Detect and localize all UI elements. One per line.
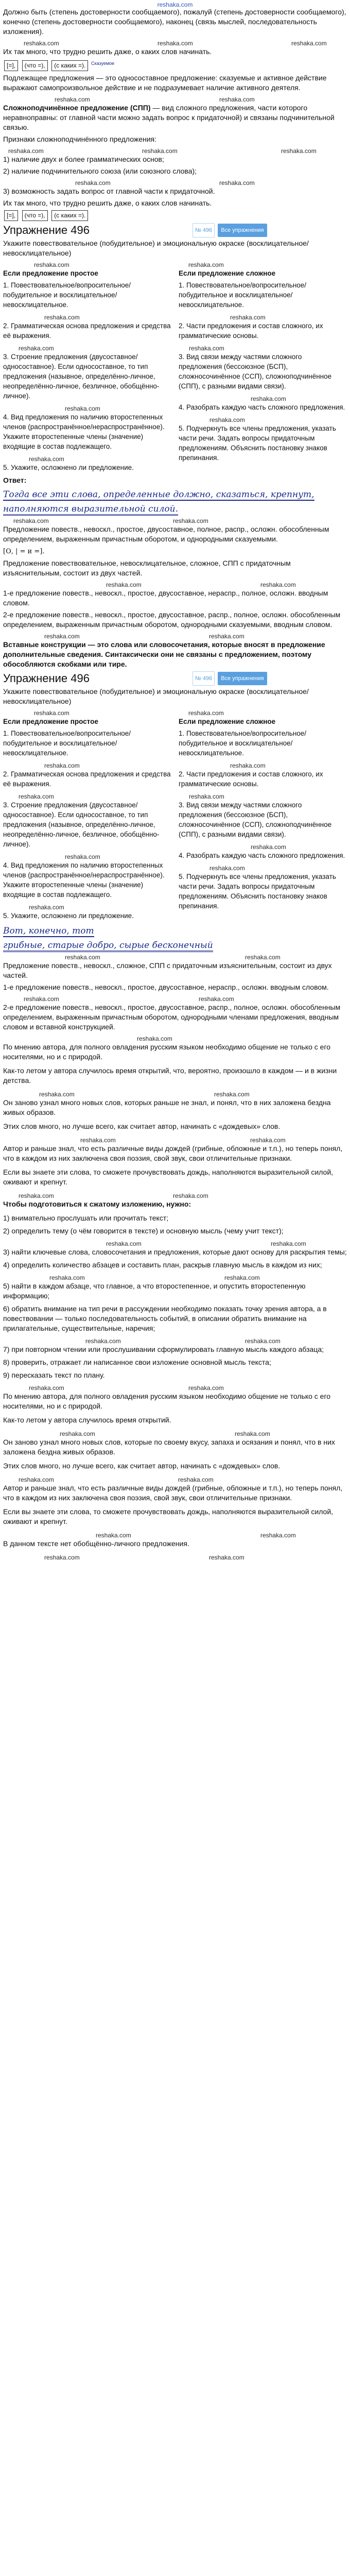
- part-analysis: 1-е предложение повеств., невоскл., простое, двусоставное, нераспр., осложн. вводным словом.: [3, 983, 329, 992]
- watermark-row: [179, 394, 347, 402]
- watermark: reshaka.com: [80, 1137, 116, 1144]
- watermark: reshaka.com: [142, 147, 178, 155]
- column-item: 4. Разобрать каждую часть сложного предложения.: [179, 403, 345, 412]
- watermark-row: [179, 313, 347, 321]
- watermark-row: [3, 708, 347, 717]
- watermark: reshaka.com: [96, 1532, 131, 1539]
- column-item: 3. Строение предложения (двусоставное/односоставное). Если односоставное, то тип предложения (назывное, определённо-личное, неопределённо-личное, безличное, обобщённо-личное).: [3, 353, 160, 400]
- analysis-text: Предложение повествовательное, невосклицательное, сложное, СПП с придаточным изъяснительным, состоит из двух частей.: [3, 559, 291, 578]
- watermark: reshaka.com: [189, 793, 224, 801]
- spp-title: Сложноподчинённое предложение (СПП): [3, 104, 151, 112]
- watermark: reshaka.com: [8, 147, 44, 155]
- watermark: reshaka.com: [224, 1274, 260, 1282]
- watermark-row: [3, 632, 347, 640]
- column-item: 3. Строение предложения (двусоставное/односоставное). Если односоставное, то тип предложения (назывное, определённо-личное, неопределённо-личное, безличное, обобщённо-личное).: [3, 801, 160, 849]
- watermark-row: [3, 1090, 347, 1098]
- scheme-formula: [О, | = и =].: [3, 548, 45, 556]
- column-item: 5. Укажите, осложнено ли предложение.: [3, 464, 134, 472]
- watermark: reshaka.com: [209, 1554, 244, 1562]
- handwritten-text: наполняются выразительной силой.: [3, 504, 178, 516]
- watermark-row: [179, 415, 347, 423]
- watermark-row: [3, 1475, 347, 1483]
- scheme-part: (с каких =).: [51, 210, 88, 221]
- column-item: 4. Вид предложения по наличию второстепенных членов (распространённое/нераспространённое). Укажите второстепенные члены (значение) входящие в состав подлежащего.: [3, 413, 165, 451]
- analysis-columns: [3, 717, 347, 924]
- watermark: reshaka.com: [55, 96, 90, 104]
- watermark: reshaka.com: [19, 1476, 54, 1484]
- watermark: reshaka.com: [260, 581, 296, 589]
- watermark: reshaka.com: [157, 40, 193, 47]
- summary-paragraph: Если вы знаете эти слова, то сможете прочувствовать дождь, наполняются выразительной силой, оживают и крепнут.: [3, 1507, 334, 1526]
- handwritten-text: Тогда все эти слова, определенные должно, сказаться, крепнут,: [3, 489, 314, 500]
- exercise-title-text: Упражнение 496: [3, 224, 90, 237]
- watermark-row: [3, 1273, 347, 1281]
- scheme-part: [=],: [4, 60, 18, 71]
- analysis-text: Предложение повеств., невоскл., сложное, СПП с придаточным изъяснительным, состоит из двух частей.: [3, 961, 332, 980]
- watermark: reshaka.com: [44, 633, 80, 640]
- watermark-row: [3, 404, 171, 412]
- column-heading: Если предложение сложное: [179, 718, 276, 726]
- scheme-part: [=],: [4, 210, 18, 221]
- spp-feature: 1) наличие двух и более грамматических основ;: [3, 155, 164, 164]
- summary-paragraph: Этих слов много, но лучше всего, как считает автор, начинать с «дождевых» слов.: [3, 1462, 281, 1470]
- column-item: 4. Вид предложения по наличию второстепенных членов (распространённое/нераспространённое). Укажите второстепенные члены (значение) входящие в состав подлежащего.: [3, 861, 165, 899]
- scheme-part: (с каких =).: [51, 60, 88, 71]
- watermark-row: [3, 146, 347, 155]
- watermark-row: [3, 761, 171, 769]
- column-heading: Если предложение простое: [3, 269, 98, 278]
- handwritten-line: [3, 924, 347, 938]
- spp-feature: 3) возможность задать вопрос от главной части к придаточной.: [3, 187, 215, 196]
- watermark-row: [3, 994, 347, 1003]
- watermark: reshaka.com: [19, 1192, 54, 1200]
- watermark: reshaka.com: [291, 40, 327, 47]
- handwritten-line: [3, 502, 347, 516]
- exercise-title-text: Упражнение 496: [3, 672, 90, 685]
- watermark: reshaka.com: [65, 954, 100, 961]
- all-exercises-button[interactable]: Все упражнения: [218, 224, 267, 237]
- spp-example: Их так много, что трудно решить даже, о каких слов начинать.: [3, 199, 212, 208]
- watermark: reshaka.com: [24, 995, 59, 1003]
- watermark-row: [3, 313, 171, 321]
- plan-step: 7) при повторном чтении или прослушивании сформулировать главную мысль каждого абзаца;: [3, 1345, 324, 1354]
- watermark: reshaka.com: [230, 762, 266, 770]
- simple-sentence-column: [3, 268, 171, 476]
- watermark: reshaka.com: [281, 147, 317, 155]
- column-item: 1. Повествовательное/вопросительное/побудительное и восклицательное/невосклицательное.: [179, 281, 307, 309]
- plan-step: 5) найти в каждом абзаце, что главное, а что второстепенное, и опустить второстепенную информацию;: [3, 1282, 306, 1300]
- essay-paragraph: Как-то летом у автора случилось время открытий, что, вероятно, произошло в каждом — и в жизни детства.: [3, 1066, 337, 1085]
- column-item: 2. Грамматическая основа предложения и средства её выражения.: [3, 322, 171, 340]
- watermark-row: [3, 1553, 347, 1561]
- intro-description: Подлежащее предложения — это односоставное предложение: сказуемые и активное действие выражают самопроизвольное действие и не подразумевает наличие активного деятеля.: [3, 74, 327, 92]
- column-item: 5. Укажите, осложнено ли предложение.: [3, 912, 134, 920]
- intro-scheme: [3, 59, 347, 71]
- watermark-row: [3, 454, 171, 463]
- spp-feature: 2) наличие подчинительного союза (или союзного слова);: [3, 167, 197, 176]
- scheme-part: (что =),: [22, 60, 48, 71]
- watermark-row: [3, 1239, 347, 1247]
- watermark: reshaka.com: [65, 405, 100, 413]
- complex-sentence-column: [179, 268, 347, 476]
- watermark: reshaka.com: [209, 865, 245, 872]
- watermark-row: [179, 842, 347, 851]
- watermark-row: [3, 1429, 347, 1437]
- watermark: reshaka.com: [230, 314, 266, 321]
- essay-paragraph: По мнению автора, для полного овладения русским языком необходимо общение не только с его носителями, но и с природой.: [3, 1043, 331, 1061]
- plan-step: 9) пересказать текст по плану.: [3, 1371, 105, 1380]
- watermark-row: [3, 178, 347, 187]
- watermark: reshaka.com: [178, 1476, 214, 1484]
- part-analysis: 1-е предложение повеств., невоскл., простое, двусоставное, нераспр., полное, осложн. вводным словом.: [3, 589, 328, 607]
- column-item: 5. Подчеркнуть все члены предложения, указать части речи. Задать вопросы придаточным предложениям. Объяснить постановку знаков препинания.: [179, 873, 336, 910]
- summary-paragraph: В данном тексте нет обобщённо-личного предложения.: [3, 1539, 189, 1548]
- watermark: reshaka.com: [199, 995, 234, 1003]
- column-item: 3. Вид связи между частями сложного предложения (бессоюзное (БСП), сложносочинённое (ССП), сложноподчинённое (СПП), с разными видами связи).: [179, 353, 332, 391]
- watermark-row: [179, 792, 347, 800]
- column-item: 3. Вид связи между частями сложного предложения (бессоюзное (БСП), сложносочинённое (ССП), сложноподчинённое (СПП), с разными видами связи).: [179, 801, 332, 839]
- all-exercises-button[interactable]: Все упражнения: [218, 672, 267, 685]
- handwritten-answer: [3, 924, 347, 953]
- watermark: reshaka.com: [106, 581, 142, 589]
- essay-paragraph: Автор и раньше знал, что есть различные виды дождей (грибные, обложные и т.п.), но теперь понял, что в каждом из них заключена своя поэзия, свой звук, свои отличительные признаки.: [3, 1144, 343, 1163]
- exercise-task: Укажите повествовательное (побудительное) и эмоциональную окраске (восклицательное/невосклицательное): [3, 687, 309, 706]
- watermark: reshaka.com: [245, 954, 281, 961]
- watermark: reshaka.com: [29, 904, 64, 911]
- exercise-number-badge[interactable]: № 496: [192, 223, 215, 238]
- plan-step: 1) внимательно прослушать или прочитать текст;: [3, 1214, 169, 1223]
- watermark-row: [3, 1191, 347, 1199]
- watermark: reshaka.com: [173, 517, 208, 525]
- watermark-row: [179, 863, 347, 872]
- watermark: reshaka.com: [65, 853, 100, 861]
- watermark-row: [3, 516, 347, 524]
- handwritten-line: [3, 487, 347, 502]
- summary-paragraph: Как-то летом у автора случилось время открытий.: [3, 1416, 171, 1425]
- column-item: 4. Разобрать каждую часть сложного предложения.: [179, 852, 345, 860]
- spp-features-title: Признаки сложноподчинённого предложения:: [3, 135, 157, 144]
- watermark-row: [3, 903, 171, 911]
- answer-label: Ответ:: [3, 476, 27, 485]
- column-item: 2. Грамматическая основа предложения и средства её выражения.: [3, 770, 171, 788]
- watermark: reshaka.com: [209, 416, 245, 424]
- watermark: reshaka.com: [188, 1384, 224, 1392]
- watermark-row: [3, 95, 347, 103]
- part-analysis: 2-е предложение повеств., невоскл., простое, двусоставное, распр., полное, осложн. обособленным определением, выраженным причастным оборотом, однородными сказуемыми, вводным словом.: [3, 611, 341, 629]
- complex-sentence-column: [179, 717, 347, 924]
- handwritten-line: [3, 938, 347, 953]
- essay-paragraph: Этих слов много, но лучше всего, как считает автор, начинать с «дождевых» слов.: [3, 1122, 281, 1131]
- part-analysis: 2-е предложение повеств., невоскл., простое, двусоставное, распр., полное, осложн. обособленным определением, выраженным причастным оборотом, однородными членами предложения, вводным словом и вставной конструкцией.: [3, 1003, 341, 1031]
- site-title[interactable]: reshaka.com: [157, 1, 193, 8]
- watermark: reshaka.com: [173, 1192, 208, 1200]
- watermark: reshaka.com: [19, 345, 54, 352]
- column-item: 5. Подчеркнуть все члены предложения, указать части речи. Задать вопросы придаточным предложениям. Объяснить постановку знаков препинания.: [179, 425, 336, 462]
- watermark: reshaka.com: [214, 1091, 250, 1098]
- handwritten-text: грибные, старые добро, сырые бесконечный: [3, 940, 213, 952]
- watermark: reshaka.com: [44, 762, 80, 770]
- summary-paragraph: Он заново узнал много новых слов, которые по своему вкусу, запаха и осязания и понял, что в них заложена бездна живых образов.: [3, 1438, 335, 1456]
- watermark: reshaka.com: [251, 395, 286, 403]
- watermark-row: [3, 260, 347, 268]
- watermark-row: [3, 1136, 347, 1144]
- exercise-title: [3, 223, 347, 238]
- insertions-title: Вставные конструкции: [3, 640, 86, 649]
- intro-text: Должно быть (степень достоверности сообщаемого), пожалуй (степень достоверности сообщаемого), конечно (степень достоверности сообщаемого), наконец (связь мыслей, последовательность изложения).: [3, 8, 346, 36]
- watermark: reshaka.com: [189, 345, 224, 352]
- watermark: reshaka.com: [219, 96, 255, 104]
- handwritten-answer: [3, 487, 347, 516]
- watermark: reshaka.com: [209, 633, 244, 640]
- column-item: 2. Части предложения и состав сложного, их грамматические основы.: [179, 322, 323, 340]
- watermark: reshaka.com: [49, 1274, 85, 1282]
- watermark: reshaka.com: [39, 1091, 75, 1098]
- watermark: reshaka.com: [34, 261, 69, 269]
- scheme-note: Сказуемое: [91, 61, 115, 66]
- watermark: reshaka.com: [251, 843, 286, 851]
- watermark: reshaka.com: [19, 793, 54, 801]
- watermark-row: [3, 1531, 347, 1539]
- watermark-row: [3, 580, 347, 588]
- analysis-columns: [3, 268, 347, 476]
- essay-paragraph: Если вы знаете эти слова, то сможете прочувствовать дождь, наполняются выразительной силой, оживают и крепнут.: [3, 1168, 334, 1187]
- watermark: reshaka.com: [245, 1337, 281, 1345]
- watermark: reshaka.com: [85, 1337, 121, 1345]
- plan-step: 8) проверить, отражает ли написанное свои изложение основной мысль текста;: [3, 1358, 271, 1367]
- watermark: reshaka.com: [235, 1430, 270, 1438]
- watermark: reshaka.com: [260, 1532, 296, 1539]
- watermark: reshaka.com: [34, 709, 69, 717]
- watermark-row: [3, 344, 171, 352]
- column-heading: Если предложение простое: [3, 718, 98, 726]
- exercise-task: Укажите повествовательное (побудительное) и эмоциональную окраске (восклицательное/невосклицательное): [3, 239, 309, 258]
- column-heading: Если предложение сложное: [179, 269, 276, 278]
- spp-definition: [3, 103, 347, 132]
- column-item: 2. Части предложения и состав сложного, их грамматические основы.: [179, 770, 323, 788]
- summary-paragraph: Автор и раньше знал, что есть различные виды дождей (грибные, обложные и т.п.), но теперь понял, что в каждом из них заключена своя поэзия, свой звук, свои отличительные признаки.: [3, 1484, 343, 1502]
- plan-step: 3) найти ключевые слова, словосочетания и предложения, которые дают основу для раскрытия темы;: [3, 1248, 347, 1257]
- watermark: reshaka.com: [24, 40, 59, 47]
- watermark: reshaka.com: [250, 1137, 286, 1144]
- watermark-row: [179, 344, 347, 352]
- watermark-row: [3, 1383, 347, 1392]
- essay-paragraph: Он заново узнал много новых слов, которых раньше не знал, и понял, что в них заложена бездна живых образов.: [3, 1098, 331, 1117]
- watermark: reshaka.com: [75, 179, 111, 187]
- plan-step: 4) определить количество абзацев и составить план, раскрыв главную мысль в каждом из них;: [3, 1261, 322, 1269]
- watermark: reshaka.com: [44, 314, 80, 321]
- watermark: reshaka.com: [188, 261, 224, 269]
- plan-step: 6) обратить внимание на тип речи в рассуждении необходимо показать точку зрения автора, а в повествовании — только последовательность событий, в описании обратить внимание на прилагательные, существительные, наречия;: [3, 1304, 327, 1333]
- simple-sentence-column: [3, 717, 171, 924]
- watermark: reshaka.com: [219, 179, 255, 187]
- watermark: reshaka.com: [106, 1240, 142, 1248]
- spp-text: — вид сложного предложения, части которого неравноправны: от главной части можно задать вопрос к придаточной) и связаны подчинительной связью.: [3, 104, 335, 132]
- watermark-row: [3, 1336, 347, 1345]
- insertions-text: — это слова или словосочетания, которые вносят в предложение дополнительные сведения. Синтаксически они не связаны с предложением, поэтому обособляются скобками или тире.: [3, 640, 325, 669]
- exercise-badges: [192, 223, 267, 238]
- plan-step: 2) определить тему (о чём говорится в тексте) и основную мысль (чему учит текст);: [3, 1227, 284, 1235]
- watermark: reshaka.com: [29, 455, 64, 463]
- watermark-row: [3, 792, 171, 800]
- analysis-scheme: [3, 546, 347, 556]
- exercise-badges: [192, 671, 267, 686]
- summary-paragraph: По мнению автора, для полного овладения русским языком необходимо общение не только с его носителями, но и с природой.: [3, 1392, 331, 1411]
- intro-scheme-label: Их так много, что трудно решить даже, о каких слов начинать.: [3, 47, 212, 56]
- watermark: reshaka.com: [188, 709, 224, 717]
- plan-title: Чтобы подготовиться к сжатому изложению, нужно:: [3, 1200, 191, 1209]
- exercise-title: [3, 671, 347, 686]
- watermark: reshaka.com: [44, 1554, 80, 1562]
- watermark-row: [179, 761, 347, 769]
- scheme-part: (что =),: [22, 210, 48, 221]
- watermark-row: [3, 852, 171, 860]
- spp-scheme: [3, 210, 347, 221]
- column-item: 1. Повествовательное/вопросительное/побудительное и восклицательное/невосклицательное.: [3, 730, 131, 757]
- column-item: 1. Повествовательное/вопросительное/побудительное и восклицательное/невосклицательное.: [3, 281, 131, 309]
- column-item: 1. Повествовательное/вопросительное/побудительное и восклицательное/невосклицательное.: [179, 730, 307, 757]
- insertions-definition: [3, 640, 347, 669]
- watermark-row: [3, 953, 347, 961]
- watermark-row: [3, 39, 347, 47]
- watermark-row: [3, 1034, 347, 1042]
- watermark: reshaka.com: [29, 1384, 64, 1392]
- analysis-text: Предложение повеств., невоскл., простое, двусоставное, полное, распр., осложн. обособленным определением, выраженным причастным оборотом, и однородными сказуемыми.: [3, 525, 329, 544]
- watermark: reshaka.com: [13, 517, 49, 525]
- exercise-number-badge[interactable]: № 496: [192, 671, 215, 686]
- watermark: reshaka.com: [271, 1240, 306, 1248]
- watermark: reshaka.com: [60, 1430, 95, 1438]
- watermark: reshaka.com: [137, 1035, 172, 1043]
- handwritten-text: Вот, конечно, тот: [3, 926, 94, 937]
